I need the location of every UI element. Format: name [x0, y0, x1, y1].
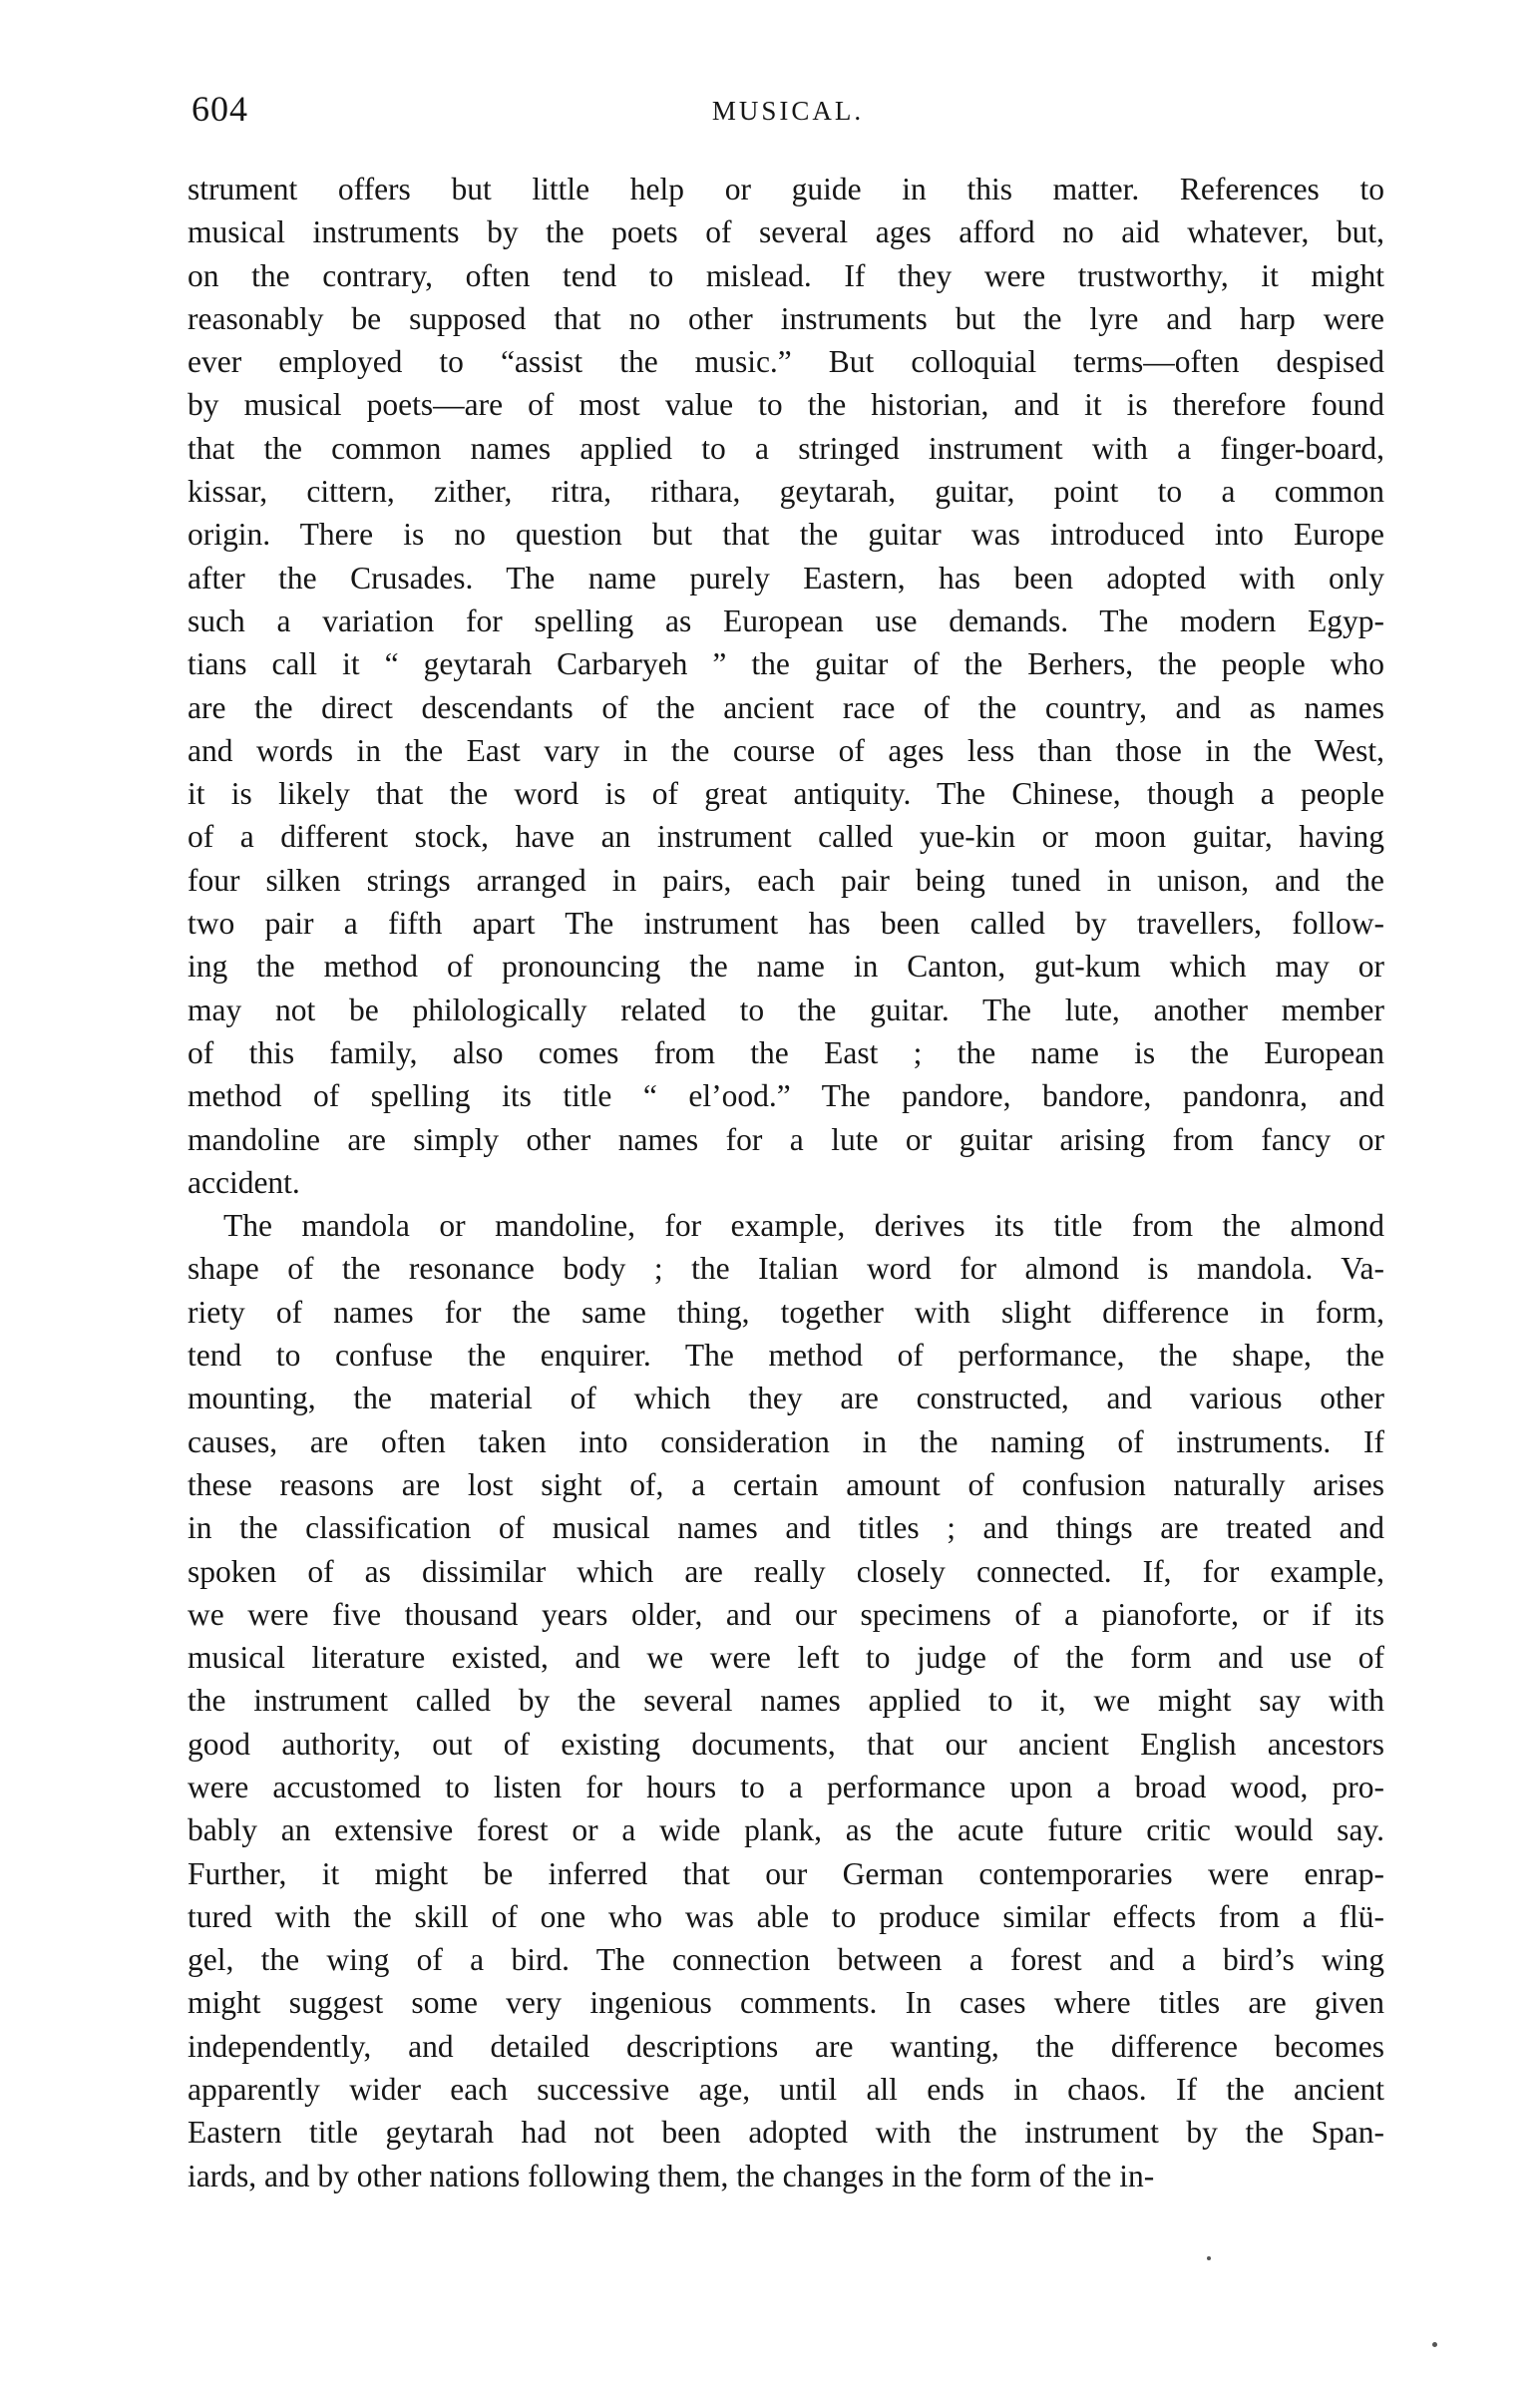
text-line: four silken strings arranged in pairs, each pair being tuned in unison, and the — [188, 862, 1384, 898]
text-line: Eastern title geytarah had not been adopted with the instrument by the Span- — [188, 2115, 1384, 2151]
page-number: 604 — [192, 89, 248, 129]
text-line: good authority, out of existing documents, that our ancient English ancestors — [188, 1726, 1384, 1762]
paragraph — [188, 168, 1384, 1204]
text-line: such a variation for spelling as European use demands. The modern Egyp- — [188, 602, 1384, 638]
text-line: these reasons are lost sight of, a certain amount of confusion naturally arises — [188, 1466, 1384, 1502]
text-line: tured with the skill of one who was able to produce similar effects from a flü- — [188, 1898, 1384, 1934]
text-line: origin. There is no question but that the guitar was introduced into Europe — [188, 517, 1384, 553]
text-line: Further, it might be inferred that our German contemporaries were enrap- — [188, 1855, 1384, 1891]
text-line: mandoline are simply other names for a lute or guitar arising from fancy or — [188, 1121, 1384, 1157]
text-line: were accustomed to listen for hours to a performance upon a broad wood, pro- — [188, 1769, 1384, 1804]
text-line: iards, and by other nations following them, the changes in the form of the in- — [188, 2158, 1155, 2193]
text-line: bably an extensive forest or a wide plank, as the acute future critic would say. — [188, 1812, 1384, 1848]
text-line: strument offers but little help or guide in this matter. References to — [188, 172, 1384, 206]
text-line: that the common names applied to a stringed instrument with a finger-board, — [188, 430, 1384, 466]
paragraph — [188, 1204, 1384, 2197]
text-line: apparently wider each successive age, until all ends in chaos. If the ancient — [188, 2072, 1384, 2108]
text-line: in the classification of musical names and titles ; and things are treated and — [188, 1510, 1384, 1546]
text-line: musical literature existed, and we were left to judge of the form and use of — [188, 1640, 1384, 1676]
text-line: on the contrary, often tend to mislead. If they were trustworthy, it might — [188, 257, 1384, 293]
text-line: two pair a fifth apart The instrument has been called by travellers, follow- — [188, 906, 1384, 942]
text-line: of this family, also comes from the East ; the name is the European — [188, 1034, 1384, 1070]
text-line: gel, the wing of a bird. The connection between a forest and a bird’s wing — [188, 1942, 1384, 1978]
text-line: may not be philologically related to the guitar. The lute, another member — [188, 992, 1384, 1027]
text-line: musical instruments by the poets of several ages afford no aid whatever, but, — [188, 214, 1384, 250]
print-speck — [1207, 2256, 1211, 2260]
text-line: by musical poets—are of most value to the historian, and it is therefore found — [188, 387, 1384, 423]
text-line: we were five thousand years older, and our specimens of a pianoforte, or if its — [188, 1596, 1384, 1632]
body-text — [188, 168, 1384, 2197]
text-line: and words in the East vary in the course of ages less than those in the West, — [188, 732, 1384, 768]
running-title: MUSICAL. — [711, 96, 865, 126]
text-line: kissar, cittern, zither, ritra, rithara, geytarah, guitar, point to a common — [188, 474, 1384, 510]
text-line: after the Crusades. The name purely Eastern, has been adopted with only — [188, 560, 1384, 596]
text-line: of a different stock, have an instrument called yue-kin or moon guitar, having — [188, 819, 1384, 855]
text-line: accident. — [188, 1164, 300, 1200]
text-line: independently, and detailed descriptions are wanting, the difference becomes — [188, 2028, 1384, 2064]
print-speck — [1432, 2342, 1437, 2347]
text-line: causes, are often taken into consideration in the naming of instruments. If — [188, 1423, 1384, 1459]
text-line: the instrument called by the several names applied to it, we might say with — [188, 1683, 1384, 1719]
text-line: mounting, the material of which they are constructed, and various other — [188, 1381, 1384, 1416]
running-head — [192, 88, 1384, 148]
text-line: shape of the resonance body ; the Italian word for almond is mandola. Va- — [188, 1251, 1384, 1287]
text-line: tend to confuse the enquirer. The method of performance, the shape, the — [188, 1338, 1384, 1374]
text-line: it is likely that the word is of great antiquity. The Chinese, though a people — [188, 776, 1384, 812]
text-line: reasonably be supposed that no other instruments but the lyre and harp were — [188, 300, 1384, 336]
text-line: spoken of as dissimilar which are really closely connected. If, for example, — [188, 1553, 1384, 1589]
text-line: riety of names for the same thing, together with slight difference in form, — [188, 1294, 1384, 1330]
text-line: ever employed to “assist the music.” But colloquial terms—often despised — [188, 344, 1384, 380]
text-line: method of spelling its title “ el’ood.” The pandore, bandore, pandonra, and — [188, 1078, 1384, 1114]
text-line: might suggest some very ingenious comments. In cases where titles are given — [188, 1985, 1384, 2021]
text-line: are the direct descendants of the ancient race of the country, and as names — [188, 689, 1384, 725]
text-line: ing the method of pronouncing the name in Canton, gut-kum which may or — [188, 949, 1384, 985]
text-line: tians call it “ geytarah Carbaryeh ” the guitar of the Berhers, the people who — [188, 646, 1384, 682]
text-line: The mandola or mandoline, for example, derives its title from the almond — [223, 1208, 1384, 1244]
